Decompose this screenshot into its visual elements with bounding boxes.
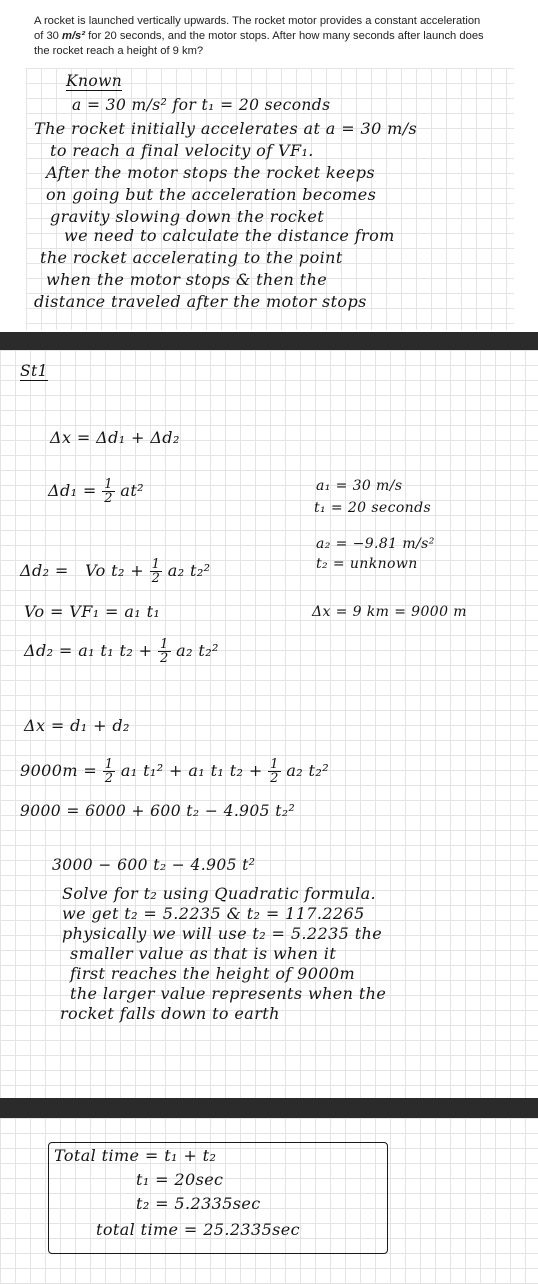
equation-d2-expanded-rhs: a₂ t₂² — [176, 641, 219, 660]
solution-line: smaller value as that is when it — [70, 944, 337, 963]
half-fraction — [102, 478, 115, 505]
solution-line: the larger value represents when the — [70, 984, 387, 1003]
summary-line: t₁ = 20sec — [136, 1170, 224, 1189]
known-line: The rocket initially accelerates at a = 30 m/s — [34, 119, 418, 138]
equation-numeric: 9000 = 6000 + 600 t₂ − 4.905 t₂² — [20, 802, 296, 820]
fraction-denominator: 2 — [160, 651, 169, 666]
equation-total-displacement: Δx = d₁ + d₂ — [24, 716, 130, 735]
equation-displacement-sum: Δx = Δd₁ + Δd₂ — [50, 428, 180, 447]
given-t1: t₁ = 20 seconds — [314, 500, 432, 516]
fraction-denominator: 2 — [104, 771, 114, 786]
equation-9000-lhs: 9000m = — [20, 761, 98, 780]
fraction-denominator: 2 — [151, 571, 161, 586]
known-line: After the motor stops the rocket keeps — [46, 163, 376, 182]
known-line: on going but the acceleration becomes — [46, 185, 377, 204]
problem-statement — [34, 14, 512, 59]
known-line: to reach a final velocity of VF₁. — [50, 141, 314, 160]
half-fraction — [103, 758, 116, 785]
known-line: we need to calculate the distance from — [64, 226, 395, 245]
equation-initial-velocity: Vo = VF₁ = a₁ t₁ — [24, 602, 161, 621]
equation-d1-lhs: Δd₁ = — [48, 481, 97, 500]
given-a1: a₁ = 30 m/s — [316, 478, 403, 494]
equation-9000-mid: a₁ t₁² + a₁ t₁ t₂ + — [120, 761, 263, 780]
fraction-numerator: 1 — [151, 557, 161, 572]
equation-9000 — [20, 758, 329, 785]
known-heading: Known — [66, 72, 123, 90]
question-line: A rocket is launched vertically upwards. The rocket motor provides a constant acceleration — [34, 15, 481, 27]
known-line: a = 30 m/s² for t₁ = 20 seconds — [72, 96, 331, 114]
equation-d1-rhs: at² — [120, 481, 144, 500]
equation-d2-term: Vo t₂ + — [85, 561, 145, 580]
fraction-numerator: 1 — [104, 477, 113, 492]
given-a2: a₂ = −9.81 m/s² — [316, 536, 435, 552]
half-fraction — [150, 558, 163, 585]
known-line: the rocket accelerating to the point — [40, 248, 343, 267]
equation-quadratic: 3000 − 600 t₂ − 4.905 t² — [52, 856, 256, 874]
equation-d2-expanded-lhs: Δd₂ = a₁ t₁ t₂ + — [24, 641, 153, 660]
equation-9000-rhs: a₂ t₂² — [286, 761, 330, 780]
solution-line: Solve for t₂ using Quadratic formula. — [62, 884, 376, 903]
equation-d1 — [48, 478, 144, 505]
divider-band — [0, 1098, 538, 1118]
fraction-numerator: 1 — [270, 757, 279, 772]
question-line — [34, 29, 512, 44]
known-line: when the motor stops & then the — [46, 270, 328, 289]
summary-line: t₂ = 5.2335sec — [136, 1194, 261, 1213]
given-displacement: Δx = 9 km = 9000 m — [312, 604, 467, 620]
summary-line: total time = 25.2335sec — [96, 1220, 301, 1239]
equation-d2-expanded — [24, 638, 219, 665]
solution-line: physically we will use t₂ = 5.2235 the — [62, 924, 383, 943]
fraction-numerator: 1 — [160, 637, 169, 652]
equation-d2-term: a₂ t₂² — [167, 561, 211, 580]
equation-d2-lhs: Δd₂ = — [20, 561, 69, 580]
question-text: for 20 seconds, and the motor stops. After how many seconds after launch does — [85, 30, 484, 42]
solution-line: we get t₂ = 5.2235 & t₂ = 117.2265 — [62, 904, 365, 923]
fraction-numerator: 1 — [104, 757, 114, 772]
question-line: the rocket reach a height of 9 km? — [34, 45, 204, 57]
acceleration-unit: m/s² — [62, 30, 86, 42]
question-text: of 30 — [34, 30, 59, 42]
summary-line: Total time = t₁ + t₂ — [54, 1146, 217, 1165]
solution-line: first reaches the height of 9000m — [70, 964, 356, 983]
fraction-denominator: 2 — [104, 491, 113, 506]
known-line: gravity slowing down the rocket — [50, 207, 325, 226]
half-fraction — [268, 758, 281, 785]
half-fraction — [158, 638, 171, 665]
solution-line: rocket falls down to earth — [60, 1004, 280, 1023]
step-label: St1 — [20, 362, 48, 380]
divider-band — [0, 332, 538, 350]
equation-d2 — [20, 558, 211, 585]
given-t2: t₂ = unknown — [316, 556, 418, 572]
known-line: distance traveled after the motor stops — [34, 292, 367, 311]
fraction-denominator: 2 — [270, 771, 279, 786]
